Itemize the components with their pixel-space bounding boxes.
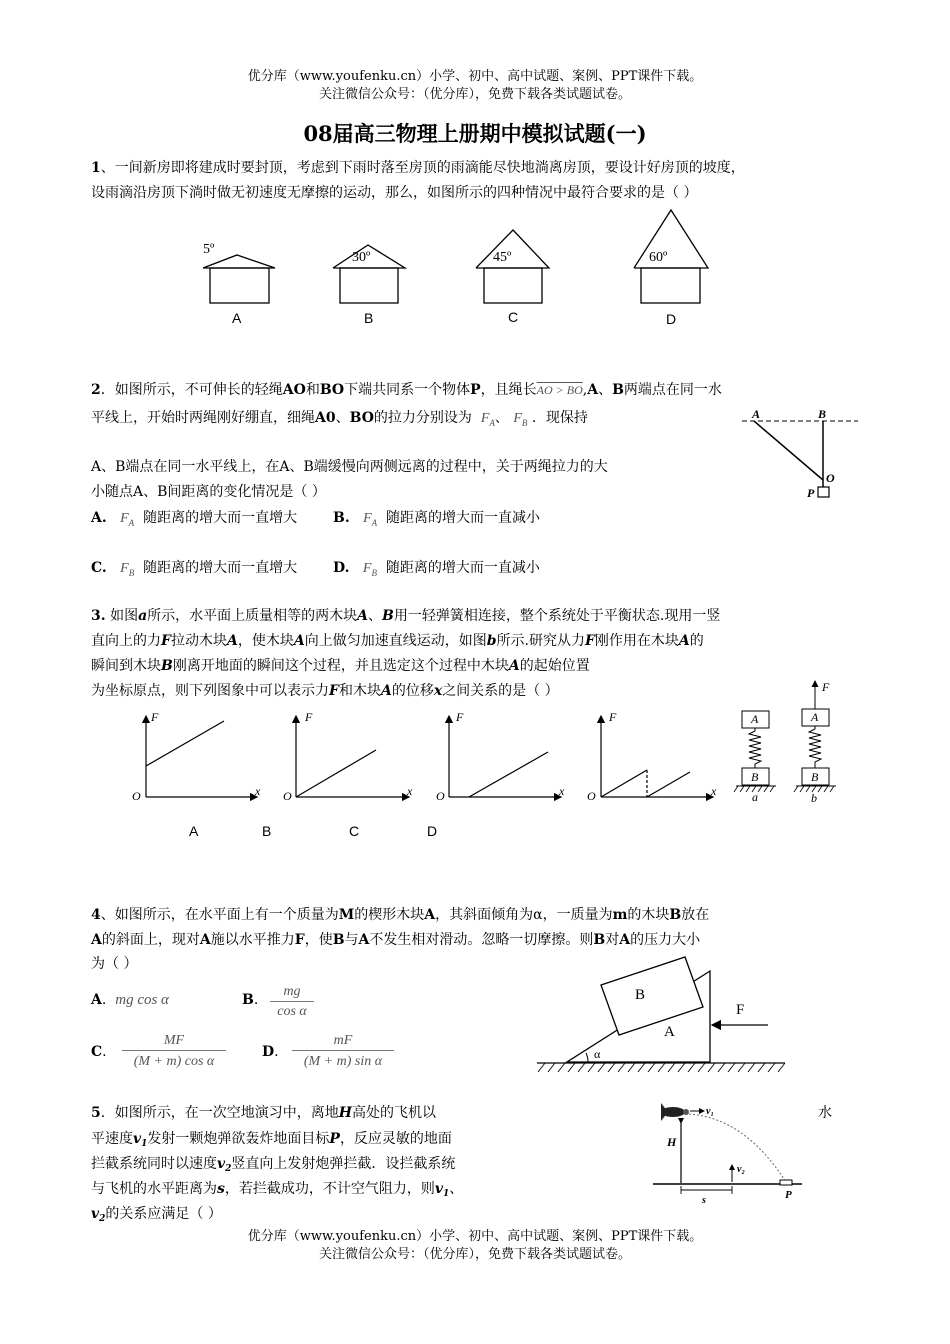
footer-line-2: 关注微信公众号：（优分库），免费下载各类试题试卷。 [318, 1247, 631, 1262]
q1-angle-b: 30º [352, 250, 371, 265]
q3-axis-a-o: O [132, 789, 141, 803]
q3-line-4: 为坐标原点，则下列图象中可以表示力F和木块A的位移x之间关系的是（ ） [91, 683, 559, 699]
q2-fig-b: B [818, 407, 827, 421]
q3-axis-c-o: O [436, 789, 445, 803]
q3-line-3: 瞬间到木块B刚离开地面的瞬间这个过程，并且选定这个过程中木块A的起始位置 [91, 658, 590, 674]
q1-line-1: 1、一间新房即将建成时要封顶，考虑到下雨时落至房顶的雨滴能尽快地淌离房顶，要设计好房顶的坡度， [91, 160, 745, 176]
q4-option-d-key[interactable]: D. [262, 1044, 279, 1060]
q3-axis-a-y: F [151, 710, 159, 724]
q5-line-4: 与飞机的水平距离为s，若拦截成功，不计空气阻力，则$v_1$、 [91, 1181, 464, 1199]
footer-line-1: 优分库（www.youfenku.cn）小学、初中、高中试题、案例、PPT课件下载。 [247, 1229, 703, 1244]
q3-axis-b-x: x [407, 784, 413, 798]
q2-line-2: 平线上，开始时两绳刚好绷直，细绳A0、BO的拉力分别设为 $F_A$、 $F_B$ ．现保持 [91, 410, 588, 428]
q3-axis-c-x: x [559, 784, 565, 798]
q4-line-1: 4、如图所示，在水平面上有一个质量为M的楔形木块A，其斜面倾角为α，一质量为m的木块B放在 [91, 907, 710, 923]
q3-axis-d-o: O [587, 789, 596, 803]
q3-fig-caption-b: b [811, 791, 817, 805]
q3-axis-b-y: F [305, 710, 313, 724]
q5-fig-v2: v₂ [737, 1164, 745, 1175]
q1-label-b: B [364, 310, 374, 326]
q5-line-5: $v_2$的关系应满足（ ） [91, 1206, 222, 1224]
q4-option-c-key[interactable]: C. [91, 1044, 107, 1060]
q4-option-d-fraction: mF (M + m) sin α [292, 1031, 394, 1073]
q2-option-b[interactable]: B. $F_A$ 随距离的增大而一直减小 [333, 510, 541, 528]
q4-line-2: A的斜面上，现对A施以水平推力F，使B与A不发生相对滑动。忽略一切摩擦。则B对A的压力大小 [91, 932, 701, 948]
q4-option-b-fraction: mg cos α [270, 983, 314, 1022]
q5-fig-h: H [667, 1135, 677, 1149]
q4-fig-wedge-a: A [664, 1024, 675, 1040]
q4-option-b-key[interactable]: B. [242, 992, 259, 1008]
q3-graph-label-d: D [427, 823, 438, 839]
q3-line-2: 直向上的力F拉动木块A，使木块A向上做匀加速直线运动，如图b所示.研究从力F刚作用在木块A的 [91, 633, 704, 649]
q2-line-4: 小随点A、B间距离的变化情况是（ ） [91, 484, 326, 500]
q1-label-d: D [666, 311, 677, 327]
q5-line-2: 平速度$v_1$发射一颗炮弹欲轰炸地面目标P，反应灵敏的地面 [91, 1131, 452, 1149]
q2-fig-a: A [752, 407, 761, 421]
q4-option-a[interactable]: A. mg cos α [91, 992, 169, 1008]
q2-fig-p: P [807, 486, 815, 500]
q5-water-char: 水 [818, 1105, 832, 1121]
q3-axis-a-x: x [255, 784, 261, 798]
q4-line-3: 为（ ） [91, 956, 138, 972]
q2-line-1: 2．如图所示，不可伸长的轻绳AO和BO下端共同系一个物体P，且绳长AO > BO,A、B两端点在同一水 [91, 382, 722, 398]
q2-line-3: A、B端点在同一水平线上，在A、B端缓慢向两侧远离的过程中，关于两绳拉力的大 [91, 459, 608, 475]
q3-axis-d-y: F [609, 710, 617, 724]
q2-option-d[interactable]: D. $F_B$ 随距离的增大而一直减小 [333, 560, 540, 578]
q2-option-a[interactable]: A. $F_A$ 随距离的增大而一直增大 [91, 510, 298, 528]
header-line-1: 优分库（www.youfenku.cn）小学、初中、高中试题、案例、PPT课件下载。 [247, 69, 703, 84]
q3-line-1: 3. 如图a所示，水平面上质量相等的两木块A、B用一轻弹簧相连接，整个系统处于平衡状态.现用一竖 [91, 608, 721, 624]
header-line-2: 关注微信公众号：（优分库），免费下载各类试题试卷。 [318, 87, 631, 102]
q3-graph-label-a: A [189, 823, 199, 839]
q3-axis-b-o: O [283, 789, 292, 803]
q5-fig-v1: v₁ [706, 1106, 714, 1117]
q2-fig-o: O [826, 471, 835, 485]
q3-fig-force-f: F [822, 680, 830, 694]
q5-fig-s: s [702, 1195, 706, 1206]
q3-fig-b-block-a: A [811, 710, 819, 724]
q3-fig-b-block-b: B [811, 770, 819, 784]
q4-fig-force-f: F [736, 1002, 745, 1018]
q5-line-1: 5．如图所示，在一次空地演习中，离地H高处的飞机以 [91, 1105, 436, 1121]
q3-graph-label-b: B [262, 823, 272, 839]
q4-fig-block-b: B [635, 987, 646, 1003]
q3-fig-a-block-a: A [751, 712, 759, 726]
q1-line-2: 设雨滴沿房顶下淌时做无初速度无摩擦的运动，那么，如图所示的四种情况中最符合要求的是（ ） [91, 185, 698, 201]
q5-airplane-icon [661, 1103, 689, 1121]
q2-option-c[interactable]: C. $F_B$ 随距离的增大而一直增大 [91, 560, 298, 578]
q3-axis-d-x: x [711, 784, 717, 798]
q3-fig-caption-a: a [752, 790, 758, 804]
q5-fig-p: P [785, 1189, 792, 1201]
q3-graph-label-c: C [349, 823, 360, 839]
q4-fig-alpha: α [594, 1047, 601, 1061]
q4-option-c-fraction: MF (M + m) cos α [122, 1031, 226, 1073]
q3-axis-c-y: F [456, 710, 464, 724]
q1-angle-d: 60º [649, 250, 668, 265]
q1-angle-c: 45º [493, 250, 512, 265]
q3-fig-a-block-b: B [751, 770, 759, 784]
q5-line-3: 拦截系统同时以速度$v_2$竖直向上发射炮弹拦截．设拦截系统 [91, 1156, 456, 1174]
q1-label-c: C [508, 309, 519, 325]
page-title: 08届高三物理上册期中模拟试题(一) [303, 121, 647, 146]
q1-label-a: A [232, 310, 242, 326]
q1-angle-a: 5º [203, 242, 215, 257]
